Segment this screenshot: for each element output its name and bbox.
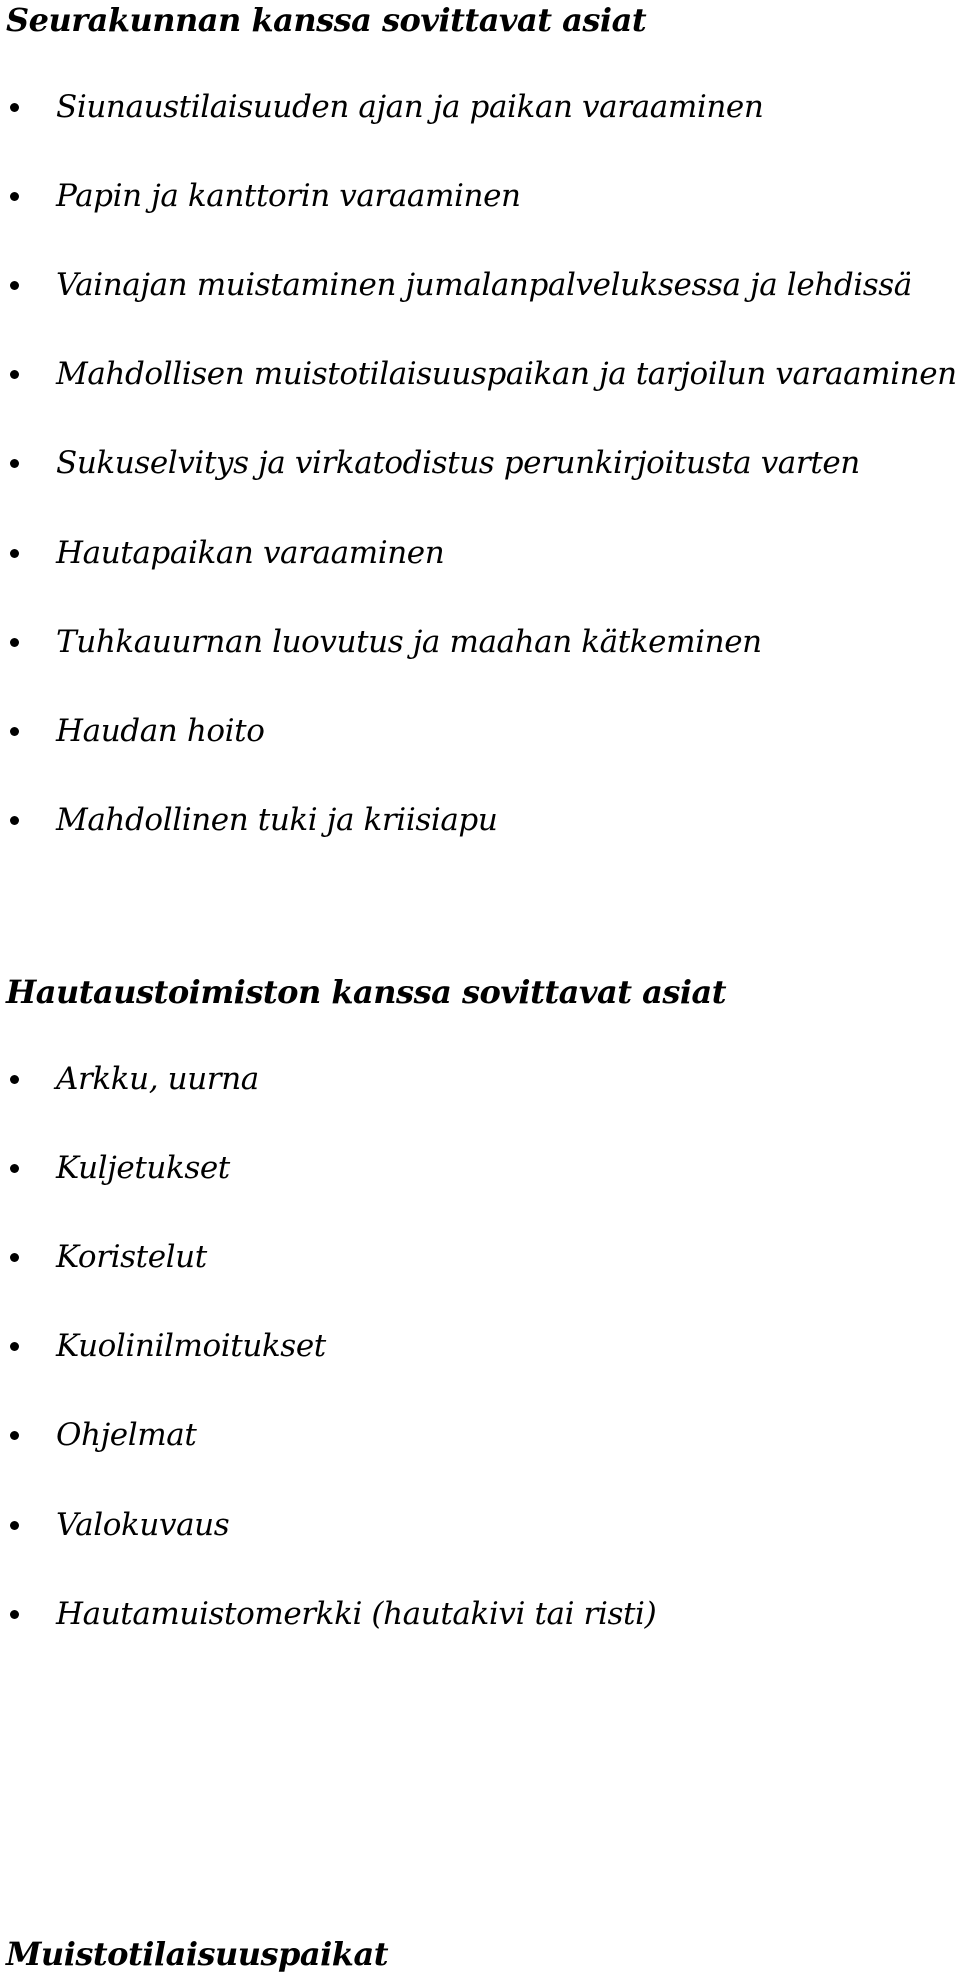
list-item-text: Kuolinilmoitukset — [56, 1328, 326, 1365]
list-item-text: Tuhkauurnan luovutus ja maahan kätkeminen — [56, 623, 762, 660]
list-item-text: Sukuselvitys ja virkatodistus perunkirjoitusta varten — [56, 445, 860, 482]
list-item-text: Hautapaikan varaaminen — [56, 534, 445, 571]
section-heading-muistotilaisuuspaikat: Muistotilaisuuspaikat — [6, 1935, 388, 1973]
bullet-icon — [10, 281, 19, 290]
bullet-icon — [10, 103, 19, 112]
bullet-icon — [10, 1253, 19, 1262]
list-item-text: Arkku, uurna — [56, 1060, 259, 1097]
list-item-text: Papin ja kanttorin varaaminen — [56, 177, 521, 214]
section-heading-hautaustoimisto: Hautaustoimiston kanssa sovittavat asiat — [6, 973, 727, 1011]
list-item-text: Vainajan muistaminen jumalanpalveluksessa ja lehdissä — [56, 266, 912, 303]
bullet-icon — [10, 370, 19, 379]
section-heading-seurakunta: Seurakunnan kanssa sovittavat asiat — [6, 1, 647, 39]
bullet-icon — [10, 1342, 19, 1351]
list-item-text: Ohjelmat — [56, 1417, 197, 1454]
bullet-icon — [10, 192, 19, 201]
list-item-text: Kuljetukset — [56, 1149, 230, 1186]
list-item-text: Mahdollisen muistotilaisuuspaikan ja tarjoilun varaaminen — [56, 356, 957, 393]
bullet-icon — [10, 816, 19, 825]
bullet-icon — [10, 638, 19, 647]
list-item-text: Haudan hoito — [56, 712, 265, 749]
list-item-text: Mahdollinen tuki ja kriisiapu — [56, 802, 498, 839]
list-item-text: Hautamuistomerkki (hautakivi tai risti) — [56, 1595, 657, 1632]
bullet-icon — [10, 1610, 19, 1619]
bullet-icon — [10, 1431, 19, 1440]
list-item-text: Valokuvaus — [56, 1506, 230, 1543]
bullet-icon — [10, 1164, 19, 1173]
list-item-text: Koristelut — [56, 1238, 207, 1275]
bullet-icon — [10, 549, 19, 558]
bullet-icon — [10, 1075, 19, 1084]
bullet-icon — [10, 1521, 19, 1530]
list-item-text: Siunaustilaisuuden ajan ja paikan varaaminen — [56, 88, 764, 125]
bullet-icon — [10, 459, 19, 468]
bullet-icon — [10, 727, 19, 736]
